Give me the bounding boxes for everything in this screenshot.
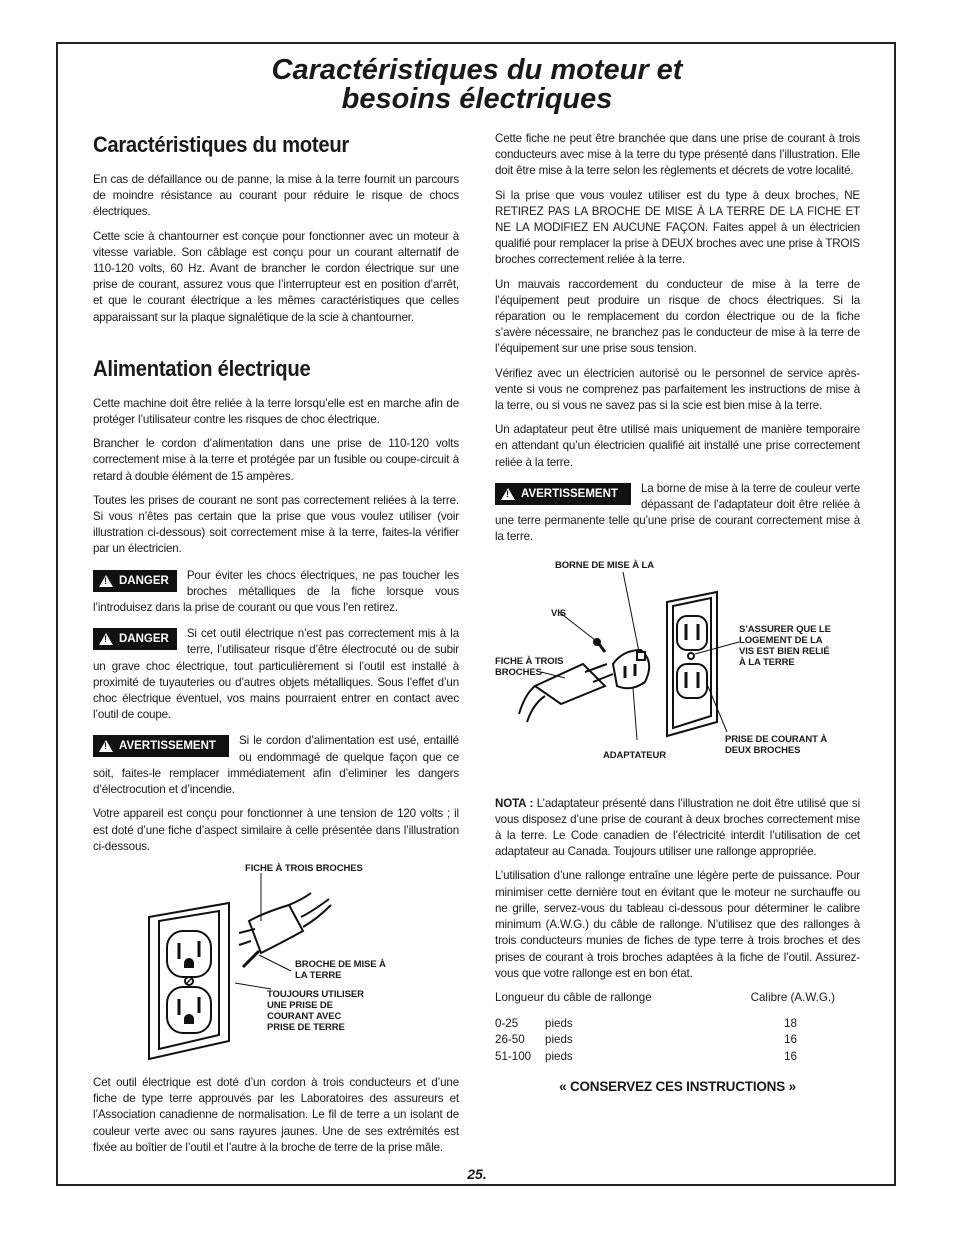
right-paragraph-3: Un mauvais raccordement du conducteur de mise à la terre de l’équipement peut produire un risque de chocs électriques. Si la réparation ou le remplacement du cordon électrique ou de la fiche s’avère nécessaire, ne branchez pas le conducteur de mise à la terre de l’équipement sur une prise sous tension.: [495, 277, 860, 356]
figure-label-screw: VIS: [551, 607, 567, 619]
adapter-figure: [495, 554, 860, 796]
right-column: [495, 131, 860, 1094]
danger-badge: ! DANGER: [93, 570, 177, 592]
right-paragraph-5: Un adaptateur peut être utilisé mais uniquement de manière temporaire en attendant qu’un électricien qualifié ait installé une prise correctement reliée à la terre.: [495, 423, 860, 469]
motor-paragraph-1: En cas de défaillance ou de panne, la mise à la terre fournit un parcours de moindre résistance au courant pour réduire le risque de chocs électriques.: [93, 173, 459, 219]
figure-label-two-prong-outlet: PRISE DE COURANT À DEUX BROCHES: [725, 733, 828, 756]
nota-paragraph: NOTA : L’adaptateur présenté dans l’illustration ne doit être utilisé que si vous disposez d’une prise de courant à deux broches correctement mise à la terre. Le Code canadien de l’électricité interdit l’utilisation de cet adaptateur au Canada. Toujours utiliser une rallonge appropriée.: [495, 796, 860, 859]
header-gauge: Calibre (A.W.G.): [750, 990, 835, 1004]
right-paragraph-1: Cette fiche ne peut être branchée que dans une prise de courant à trois conducteurs avec mise à la terre du type présenté dans l’illustration. Elle doit être mise à la terre selon les règlements et décrets de votre localité.: [495, 132, 860, 178]
danger-notice-2: ! DANGER Si cet outil électrique n’est pas correctement mis à la terre, l’utilisateur risque d’être électrocuté ou de subir un grave choc électrique, tout particulièrement si l’outil est installé à proximité de tuyauteries ou d’autres objets métalliques. Sous l’effet d’un choc électrique éventuel, vos mains pourraient entrer en contact avec l’outil de coupe.: [93, 626, 459, 723]
figure-label-adapter: ADAPTATEUR: [603, 749, 667, 761]
power-heading: Alimentation électrique: [93, 355, 311, 381]
figure-label-ground-terminal: BORNE DE MISE À LA: [555, 559, 655, 571]
table-header-row: [495, 990, 835, 1006]
table-row: 51-100 pieds 16: [495, 1049, 797, 1063]
danger-notice-1: ! DANGER Pour éviter les chocs électriques, ne pas toucher les broches métalliques de la fiche lorsque vous l’introduisez dans la prise de courant ou que vous l’en retirez.: [93, 568, 459, 617]
page-number: 25.: [467, 1166, 487, 1182]
warning-notice-2: ! AVERTISSEMENT La borne de mise à la terre de couleur verte dépassant de l’adaptateur doit être reliée à une terre permanente telle qu’une prise de courant correctement mise à la terre.: [495, 481, 860, 546]
figure-label-check-screw: S’ASSURER QUE LE LOGEMENT DE LA VIS EST BIEN RELIÉ À LA TERRE: [739, 623, 831, 668]
warning-triangle-icon: [99, 575, 113, 587]
warning-badge: ! AVERTISSEMENT: [495, 483, 631, 505]
warning-triangle-icon: [501, 488, 515, 500]
save-instructions: « CONSERVEZ CES INSTRUCTIONS »: [559, 1078, 796, 1094]
right-paragraph-2: Si la prise que vous voulez utiliser est du type à deux broches, NE RETIREZ PAS LA BROCHE DE MISE À LA TERRE DE LA FICHE ET NE LA MODIFIEZ EN AUCUNE FAÇON. Faites appel à un électricien qualifié pour remplacer la prise à DEUX broches avec une prise à TROIS broches correctement reliée à la terre.: [495, 188, 860, 267]
right-paragraph-4: Vérifiez avec un électricien autorisé ou le personnel de service après-vente si vous ne comprenez pas parfaitement les instructions de mise à la terre, ou si vous ne savez pas si la scie est bien mise à la terre.: [495, 366, 860, 413]
warning-triangle-icon: [99, 633, 113, 645]
figure-label-always-use: TOUJOURS UTILISER UNE PRISE DE COURANT AVEC PRISE DE TERRE: [267, 988, 364, 1033]
figure-label-three-prong-plug: FICHE À TROIS BROCHES: [495, 655, 564, 678]
figure-label-plug: FICHE À TROIS BROCHES: [245, 862, 363, 874]
extension-paragraph: L’utilisation d’une rallonge entraîne une légère perte de puissance. Pour minimiser cette dernière tout en évitant que le moteur ne surchauffe ou ne grille, servez-vous du tableau ci-dessous pour déterminer le calibre minimum (A.W.G.) du câble de rallonge. N’utilisez que des rallonges à trois conducteurs munies de fiches de type terre à trois broches et des prises de courant à trois broches adaptées à la fiche de l’outil. Assurez-vous que votre rallonge est en bon état.: [495, 869, 860, 980]
extension-cord-table: [495, 990, 835, 1065]
danger-badge: ! DANGER: [93, 628, 177, 650]
header-length: Longueur du câble de rallonge: [495, 990, 652, 1004]
figure-label-ground-pin: BROCHE DE MISE À LA TERRE: [295, 958, 386, 981]
motor-heading: Caractéristiques du moteur: [93, 132, 350, 157]
power-paragraph-3: Toutes les prises de courant ne sont pas correctement reliées à la terre. Si vous n’êtes pas certain que la prise que vous voulez utiliser (voir illustration ci-dessous) soit correctement mise à la terre, faites-la vérifier par un électricien.: [93, 493, 459, 556]
table-row: 0-25 pieds 18: [495, 1017, 797, 1031]
page-title: Caractéristiques du moteur et besoins électriques: [271, 54, 683, 115]
power-paragraph-2: Brancher le cordon d’alimentation dans une prise de 110-120 volts correctement mise à la terre et protégée par un fusible ou coupe-circuit à retard à double élément de 15 ampères.: [93, 437, 459, 483]
warning-triangle-icon: [99, 740, 113, 752]
cord-paragraph: Cet outil électrique est doté d’un cordon à trois conducteurs et d’une fiche de type terre approuvés par les Laboratoires des assureurs et l’Association canadienne de normalisation. Le fil de terre a un isolant de couleur verte avec ou sans rayures jaunes. Une de ses extrémités est fixée au boîtier de l’outil et l’autre à la broche de terre de la prise mâle.: [93, 1075, 459, 1154]
left-column: [93, 132, 459, 1164]
grounded-outlet-illustration: [93, 863, 459, 1065]
table-row: 26-50 pieds 16: [495, 1033, 797, 1047]
warning-notice-1: ! AVERTISSEMENT Si le cordon d’alimentation est usé, entaillé ou endommagé de quelque façon que ce soit, faites-le remplacer immédiatement afin d’eliminer les dangers d’électrocution et d’incendie.: [93, 733, 459, 798]
motor-paragraph-2: Cette scie à chantourner est conçue pour fonctionner avec un moteur à vitesse variable. Son câblage est conçu pour un courant alternatif de 110-120 volts, 60 Hz. Avant de brancher le cordon électrique sur une prise de courant, assurez vous que l’interrupteur est en position d’arrêt, et que le courant électrique a les mêmes caractéristiques que celles apparaissant sur la plaque signalétique de la scie à chantourner.: [93, 229, 459, 324]
voltage-paragraph: Votre appareil est conçu pour fonctionner à une tension de 120 volts ; il est doté d’une fiche d’aspect similaire à celle présentée dans l’illustration ci-dessous.: [93, 807, 459, 853]
power-paragraph-1: Cette machine doit être reliée à la terre lorsqu’elle est en marche afin de protéger l’utilisateur contre les risques de choc électrique.: [93, 396, 459, 427]
grounded-outlet-figure: [93, 863, 459, 1065]
warning-badge: ! AVERTISSEMENT: [93, 735, 229, 757]
